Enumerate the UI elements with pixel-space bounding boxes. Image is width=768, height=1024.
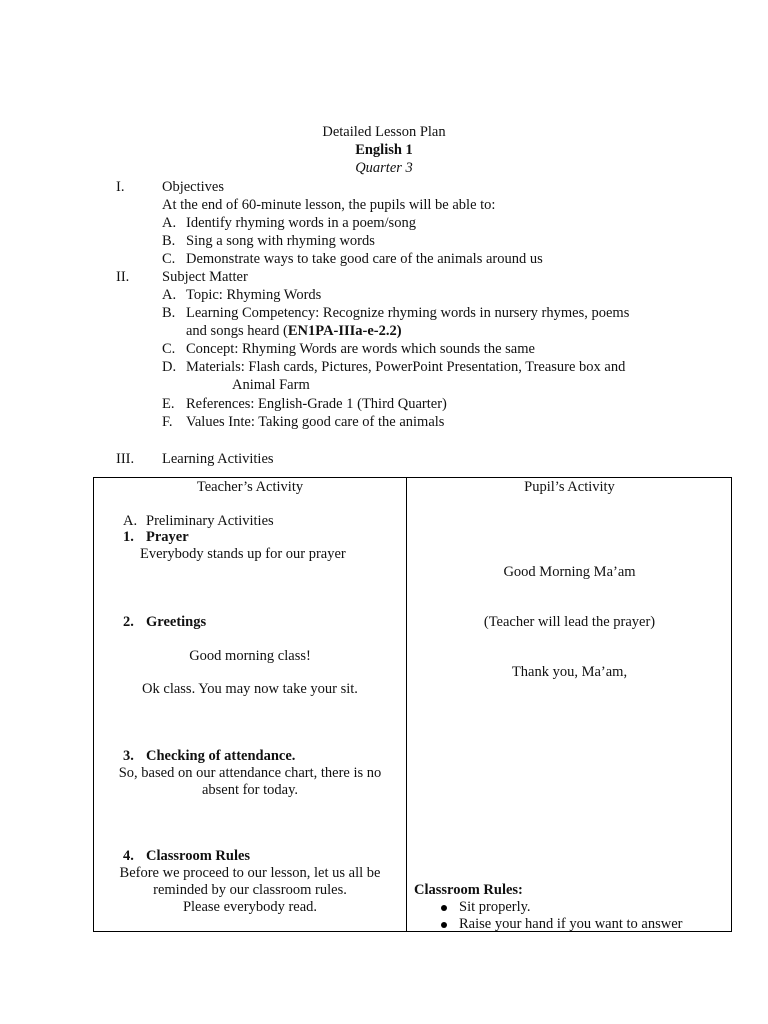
rules-number: 4. (123, 848, 134, 864)
rules-line-1: Before we proceed to our lesson, let us all be (119, 865, 381, 881)
prelim-letter: A. (123, 513, 138, 529)
rules-title: Classroom Rules (146, 848, 251, 864)
document-title: Detailed Lesson Plan (322, 124, 446, 140)
references-item: References: English-Grade 1 (Third Quarter) (186, 396, 447, 412)
competency-line-2: and songs heard (EN1PA-IIIa-e-2.2) (186, 323, 402, 339)
objective-b: Sing a song with rhyming words (186, 233, 375, 249)
attendance-line-2: absent for today. (201, 782, 299, 798)
objective-a-letter: A. (162, 215, 177, 231)
materials-line-1: Materials: Flash cards, Pictures, PowerPoint Presentation, Treasure box and (186, 359, 626, 375)
bullet-icon (441, 922, 447, 928)
concept-item: Concept: Rhyming Words are words which sounds the same (186, 341, 535, 357)
attendance-number: 3. (123, 748, 134, 764)
quarter-label: Quarter 3 (355, 160, 413, 176)
objective-b-letter: B. (162, 233, 176, 249)
objective-c: Demonstrate ways to take good care of the animals around us (186, 251, 543, 267)
section-1-number: I. (116, 179, 125, 195)
values-item: Values Inte: Taking good care of the animals (186, 414, 445, 430)
pupil-rules-title: Classroom Rules: (414, 882, 523, 898)
pupil-good-morning: Good Morning Ma’am (503, 564, 636, 580)
section-3-number: III. (116, 451, 135, 467)
prayer-title: Prayer (146, 529, 189, 545)
attendance-title: Checking of attendance. (146, 748, 296, 764)
pupil-rule-1: Sit properly. (441, 899, 531, 916)
prayer-instruction: Everybody stands up for our prayer (140, 546, 346, 562)
attendance-line-1: So, based on our attendance chart, there is no (118, 765, 382, 781)
concept-letter: C. (162, 341, 176, 357)
materials-line-2: Animal Farm (232, 377, 310, 393)
activities-table (93, 477, 732, 932)
pupil-activity-header: Pupil’s Activity (524, 479, 615, 495)
greeting-text: Good morning class! (189, 648, 311, 664)
subject-title: English 1 (355, 142, 413, 158)
pupil-lead-prayer: (Teacher will lead the prayer) (483, 614, 656, 630)
values-letter: F. (162, 414, 173, 430)
references-letter: E. (162, 396, 175, 412)
preliminary-activities: Preliminary Activities (146, 513, 274, 529)
objective-a: Identify rhyming words in a poem/song (186, 215, 416, 231)
rules-line-3: Please everybody read. (182, 899, 318, 915)
greetings-title: Greetings (146, 614, 207, 630)
topic-item: Topic: Rhyming Words (186, 287, 322, 303)
rules-line-2: reminded by our classroom rules. (153, 882, 347, 898)
topic-letter: A. (162, 287, 177, 303)
section-1-title: Objectives (162, 179, 225, 195)
pupil-rule-2: Raise your hand if you want to answer (441, 916, 683, 933)
section-3-title: Learning Activities (162, 451, 274, 467)
objectives-intro: At the end of 60-minute lesson, the pupils will be able to: (162, 197, 496, 213)
section-2-number: II. (116, 269, 130, 285)
competency-line-1: Learning Competency: Recognize rhyming words in nursery rhymes, poems (186, 305, 630, 321)
pupil-activity-column (407, 478, 732, 932)
objective-c-letter: C. (162, 251, 176, 267)
materials-letter: D. (162, 359, 177, 375)
competency-letter: B. (162, 305, 176, 321)
greetings-number: 2. (123, 614, 134, 630)
section-2-title: Subject Matter (162, 269, 248, 285)
pupil-thank-you: Thank you, Ma’am, (511, 664, 628, 680)
prayer-heading: 1. (123, 529, 134, 545)
take-sit-text: Ok class. You may now take your sit. (142, 681, 358, 697)
bullet-icon (441, 905, 447, 911)
teacher-activity-header: Teacher’s Activity (196, 479, 304, 495)
teacher-activity-column (94, 478, 407, 932)
competency-code: EN1PA-IIIa-e-2.2) (287, 323, 402, 339)
